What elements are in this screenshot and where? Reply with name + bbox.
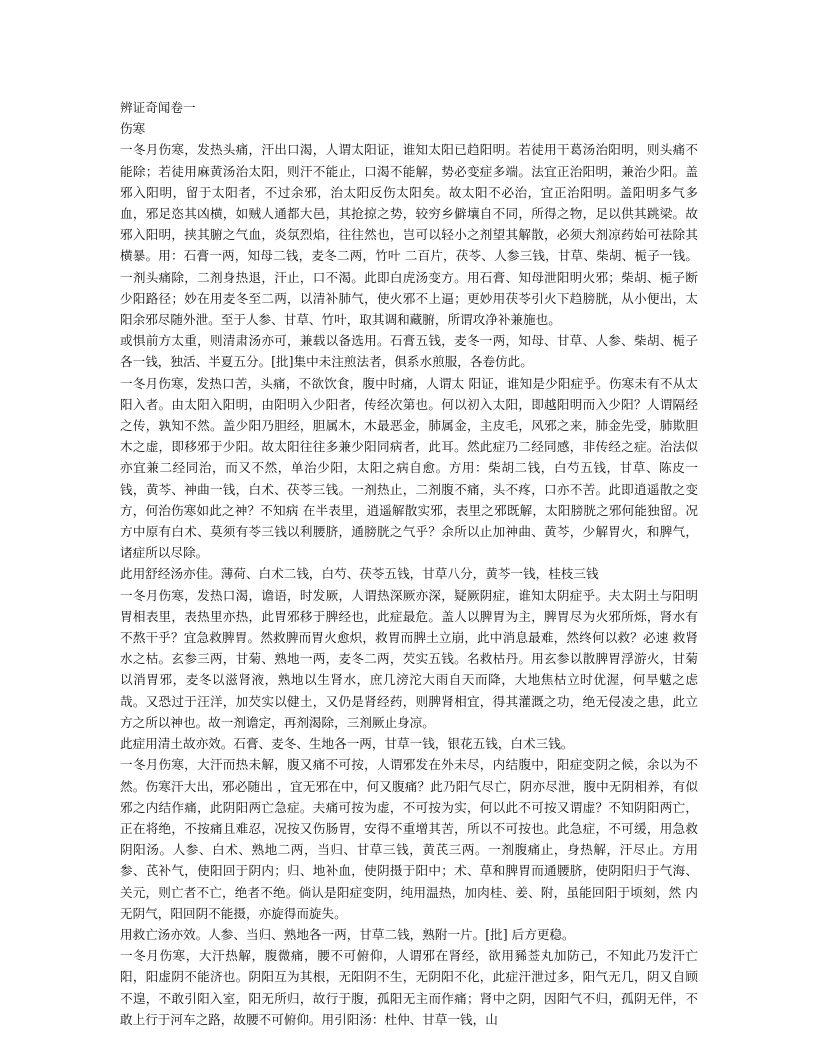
paragraph-8: 用救亡汤亦效。人参、当归、熟地各一两，甘草二钱，熟附一片。[批] 后方更稳。: [120, 926, 575, 942]
paragraph-6: 此症用清土故亦效。石膏、麦冬、生地各一两，甘草一钱，银花五钱，白术三钱。: [120, 736, 574, 752]
paragraph-7: 一冬月伤寒，大汗而热未解，腹又痛不可按，人谓邪发在外未尽，内结腹中，阳症变阴之候，余以为不然。伤寒汗大出，邪必随出 ，宜无邪在中，何又腹痛？此乃阳气尽亡，阴亦尽泄，腹中无阴相养，有似邪之内结作痛，此阴阳两亡急症。夫痛可按为虚，不可按为实，何以此不可按又谓虚？不知阴阳两亡，正在将绝，不按痛且难忍，况按又伤肠胃，安得不重增其苦，所以不可按也。此急症，不可缓，用急救阴阳汤。人参、白术、熟地二两，当归、甘草三钱，黄芪三两。一剂腹痛止，身热解，汗尽止。方用参、芪补气，使阳回于阴内；归、地补血，使阴摄于阳中；术、草和脾胃而通腰脐，使阴阳归于气海、关元，则亡者不亡，绝者不绝。倘认是阳症变阴，纯用温热，加肉桂、姜、附，虽能回阳于顷刻，然 内无阴气，阳回阴不能摄，亦旋得而旋失。: [120, 757, 698, 921]
paragraph-3: 一冬月伤寒，发热口苦，头痛，不欲饮食，腹中时痛，人谓太 阳证，谁知是少阳症乎。伤寒未有不从太阳入者。由太阳入阳明，由阳明入少阳者，传经次第也。何以初入太阳，即越阳明而入少阳？人谓隔经之传，孰知不然。盖少阳乃胆经，胆属木，木最恶金，肺属金，主皮毛，风邪之来，肺金先受，肺欺胆木之虚，即移邪于少阳。故太阳往往多兼少阳同病者，此耳。然此症乃二经同感，非传经之症。治法似亦宜兼二经同治，而又不然，单治少阳，太阳之病自愈。方用：柴胡二钱，白芍五钱，甘草、陈皮一钱，黄芩、神曲一钱，白术、茯苓三钱。一剂热止，二剂腹不痛，头不疼，口亦不苦。此即逍遥散之变方，何治伤寒如此之神？不知病 在半表里，逍遥解散实邪，表里之邪既解，太阳膀胱之邪何能独留。况方中原有白术、莫须有苓三钱以利腰脐，通膀胱之气乎？余所以止加神曲、黄芩，少解胃火，和脾气，诸症所以尽除。: [120, 375, 698, 561]
paragraph-1: 一冬月伤寒，发热头痛，汗出口渴，人谓太阳证，谁知太阳已趋阳明。若徒用干葛汤治阳明，则头痛不能除；若徒用麻黄汤治太阳，则汗不能止，口渴不能解，势必变症多端。法宜正治阳明，兼治少阳。盖邪入阳明，留于太阳者，不过余邪，治太阳反伤太阳矣。故太阳不必治，宜正治阳明。盖阳明多气多血，邪足恣其凶横，如贼人通都大邑，其抢掠之势，较穷乡僻壤自不同，所得之物，足以供其跳梁。故邪入阳明，挟其腑之气血，炎氛烈焰，往往然也，岂可以轻小之剂望其解散，必须大剂凉药始可祛除其横暴。用：石膏一两，知母二钱，麦冬二两，竹叶 二百片，茯苓、人参三钱，甘草、柴胡、栀子一钱。一剂头痛除，二剂身热退，汗止，口不渴。此即白虎汤变方。用石膏、知母泄阳明火邪；柴胡、栀子断少阳路径；妙在用麦冬至二两，以清补肺气，使火邪不上逼；更妙用茯苓引火下趋膀胱，从小便出，太阳余邪尽随外泄。至于人参、甘草、竹叶，取其调和藏腑，所谓攻净补兼施也。: [120, 142, 698, 328]
book-title: 辨证奇闻卷一: [120, 100, 196, 115]
paragraph-5: 一冬月伤寒，发热口渴，谵语，时发厥，人谓热深厥亦深，疑厥阴症，谁知太阴症乎。夫太阴土与阳明胃相表里，表热里亦热，此胃邪移于脾经也，此症最危。盖人以脾胃为主，脾胃尽为火邪所烁，肾水有不熬干乎？宜急救脾胃。然救脾而胃火愈炽，救胃而脾土立崩，此中消息最难，然终何以救？必速 救肾水之枯。玄参三两，甘菊、熟地一两，麦冬二两，芡实五钱。名救枯丹。用玄参以散脾胃浮游火，甘菊以消胃邪，麦冬以滋肾液，熟地以生肾水，庶几滂沱大雨自天而降，大地焦枯立时优渥，何旱魃之虑哉。又恐过于汪洋，加芡实以健土，又仍是肾经药，则脾肾相宜，得其灌溉之功，绝无侵凌之患，此立方之所以神也。故一剂谵定，再剂渴除，三剂厥止身凉。: [120, 587, 698, 730]
paragraph-9: 一冬月伤寒，大汗热解，腹微痛，腰不可俯仰，人谓邪在肾经，欲用豨莶丸加防己，不知此乃发汗亡阳，阳虚阴不能济也。阴阳互为其根，无阳阴不生，无阴阳不化，此症汗泄过多，阳气无几，阴又自顾不遑，不敢引阳入室，阳无所归，故行于腹，孤阳无主而作痛；肾中之阴，因阳气不归，孤阴无伴，不敢上行于河车之路，故腰不可俯仰。用引阳汤：杜仲、甘草一钱，山: [120, 948, 698, 1027]
paragraph-2: 或惧前方太重，则清肃汤亦可，兼载以备选用。石膏五钱，麦冬一两，知母、甘草、人参、柴胡、栀子各一钱，独活、半夏五分。[批]集中未注煎法者，俱系水煎服，各卷仿此。: [120, 333, 698, 370]
section-title: 伤寒: [120, 121, 146, 137]
document-page: [120, 97, 698, 1030]
paragraph-4: 此用舒经汤亦佳。薄荷、白术二钱，白芍、茯苓五钱，甘草八分，黄芩一钱，桂枝三钱: [120, 566, 599, 582]
